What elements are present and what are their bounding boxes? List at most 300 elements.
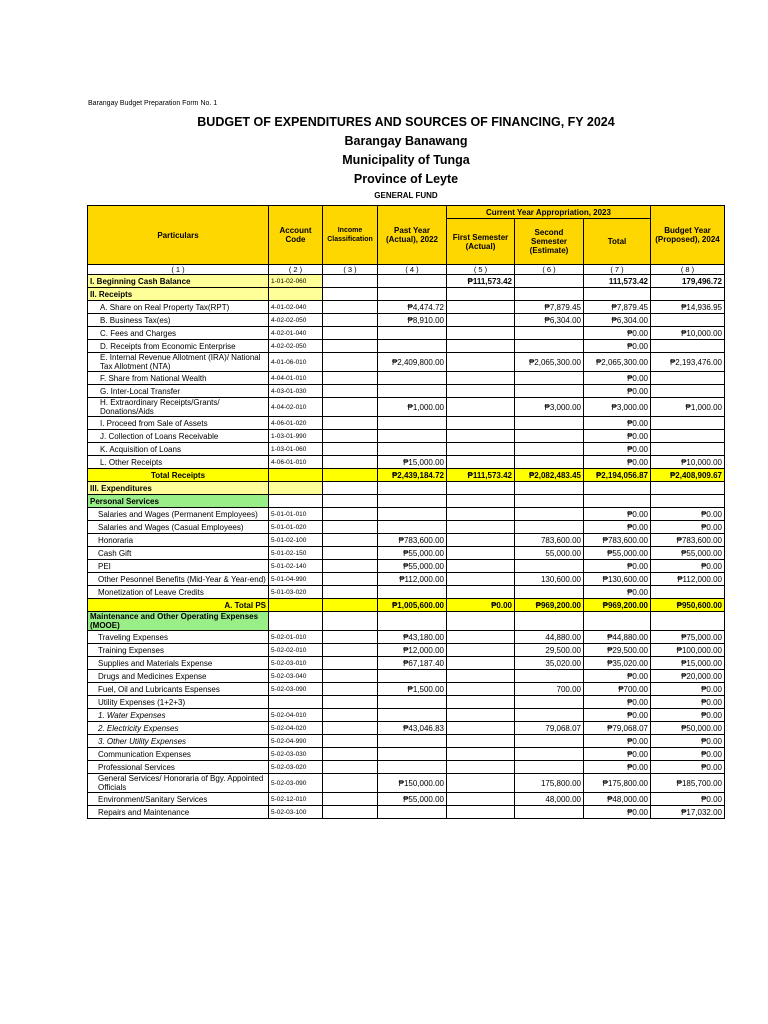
first-semester-cell	[447, 696, 515, 709]
income-class-cell	[323, 599, 378, 612]
total-cell: ₱0.00	[584, 327, 651, 340]
total-cell: ₱0.00	[584, 696, 651, 709]
first-semester-cell	[447, 657, 515, 670]
budget-year-cell: ₱2,408,909.67	[651, 469, 725, 482]
income-class-cell	[323, 748, 378, 761]
past-year-cell: ₱783,600.00	[378, 534, 447, 547]
income-class-cell	[323, 573, 378, 586]
total-cell: ₱0.00	[584, 670, 651, 683]
particulars-cell: Maintenance and Other Operating Expenses (MOOE)	[88, 612, 269, 631]
account-code-cell: 5-02-04-020	[269, 722, 323, 735]
table-row	[88, 586, 725, 599]
income-class-cell	[323, 547, 378, 560]
account-code-cell	[269, 495, 323, 508]
particulars-cell: Utility Expenses (1+2+3)	[88, 696, 269, 709]
total-cell: ₱44,880.00	[584, 631, 651, 644]
budget-year-cell	[651, 417, 725, 430]
total-cell: ₱0.00	[584, 417, 651, 430]
past-year-cell	[378, 327, 447, 340]
table-row	[88, 683, 725, 696]
second-semester-cell: 55,000.00	[515, 547, 584, 560]
first-semester-cell: ₱0.00	[447, 599, 515, 612]
table-row	[88, 482, 725, 495]
account-code-cell	[269, 696, 323, 709]
document-title: BUDGET OF EXPENDITURES AND SOURCES OF FINANCING, FY 2024	[197, 115, 615, 129]
total-cell: ₱0.00	[584, 340, 651, 353]
income-class-cell	[323, 417, 378, 430]
first-semester-cell	[447, 793, 515, 806]
table-row	[88, 372, 725, 385]
budget-year-cell: ₱17,032.00	[651, 806, 725, 819]
account-code-cell: 5-02-03-010	[269, 657, 323, 670]
total-cell: ₱6,304.00	[584, 314, 651, 327]
table-row	[88, 456, 725, 469]
table-row	[88, 495, 725, 508]
account-code-cell: 4-06-01-010	[269, 456, 323, 469]
particulars-cell: Supplies and Materials Expense	[88, 657, 269, 670]
past-year-cell	[378, 709, 447, 722]
table-row	[88, 469, 725, 482]
particulars-cell: Professional Services	[88, 761, 269, 774]
past-year-cell	[378, 521, 447, 534]
income-class-cell	[323, 735, 378, 748]
account-code-cell: 4-04-01-010	[269, 372, 323, 385]
particulars-cell: I. Proceed from Sale of Assets	[88, 417, 269, 430]
second-semester-cell	[515, 443, 584, 456]
first-semester-cell	[447, 774, 515, 793]
budget-year-cell: ₱0.00	[651, 709, 725, 722]
past-year-cell	[378, 696, 447, 709]
header-particulars: Particulars	[88, 206, 269, 265]
income-class-cell	[323, 612, 378, 631]
income-class-cell	[323, 443, 378, 456]
second-semester-cell	[515, 430, 584, 443]
particulars-cell: 2. Electricity Expenses	[88, 722, 269, 735]
second-semester-cell	[515, 521, 584, 534]
first-semester-cell	[447, 670, 515, 683]
income-class-cell	[323, 327, 378, 340]
particulars-cell: 1. Water Expenses	[88, 709, 269, 722]
particulars-cell: E. Internal Revenue Allotment (IRA)/ National Tax Allotment (NTA)	[88, 353, 269, 372]
past-year-cell	[378, 735, 447, 748]
account-code-cell: 5-02-03-100	[269, 806, 323, 819]
total-cell: ₱175,800.00	[584, 774, 651, 793]
budget-year-cell: ₱10,000.00	[651, 327, 725, 340]
first-semester-cell	[447, 748, 515, 761]
second-semester-cell: 44,880.00	[515, 631, 584, 644]
account-code-cell: 5-02-03-090	[269, 683, 323, 696]
particulars-cell: F. Share from National Wealth	[88, 372, 269, 385]
second-semester-cell: 79,068.07	[515, 722, 584, 735]
account-code-cell: 4-01-06-010	[269, 353, 323, 372]
table-row	[88, 275, 725, 288]
second-semester-cell	[515, 735, 584, 748]
first-semester-cell	[447, 709, 515, 722]
past-year-cell: ₱12,000.00	[378, 644, 447, 657]
past-year-cell: ₱112,000.00	[378, 573, 447, 586]
budget-year-cell: ₱185,700.00	[651, 774, 725, 793]
past-year-cell	[378, 612, 447, 631]
table-row	[88, 353, 725, 372]
first-semester-cell	[447, 385, 515, 398]
fund-label: GENERAL FUND	[374, 191, 438, 200]
particulars-cell: K. Acquisition of Loans	[88, 443, 269, 456]
particulars-cell: B. Business Tax(es)	[88, 314, 269, 327]
particulars-cell: H. Extraordinary Receipts/Grants/ Donations/Aids	[88, 398, 269, 417]
income-class-cell	[323, 696, 378, 709]
budget-year-cell: ₱0.00	[651, 761, 725, 774]
account-code-cell: 1-03-01-990	[269, 430, 323, 443]
column-number: ( 6 )	[515, 265, 584, 275]
past-year-cell	[378, 275, 447, 288]
first-semester-cell	[447, 456, 515, 469]
particulars-cell: G. Inter-Local Transfer	[88, 385, 269, 398]
particulars-cell: Personal Services	[88, 495, 269, 508]
account-code-cell: 4-02-02-050	[269, 340, 323, 353]
first-semester-cell	[447, 398, 515, 417]
account-code-cell: 5-01-01-010	[269, 508, 323, 521]
past-year-cell: ₱55,000.00	[378, 793, 447, 806]
income-class-cell	[323, 560, 378, 573]
account-code-cell: 5-02-04-990	[269, 735, 323, 748]
account-code-cell: 5-02-12-010	[269, 793, 323, 806]
income-class-cell	[323, 275, 378, 288]
first-semester-cell: ₱111,573.42	[447, 275, 515, 288]
budget-year-cell	[651, 482, 725, 495]
total-cell: ₱0.00	[584, 443, 651, 456]
account-code-cell: 5-01-04-990	[269, 573, 323, 586]
income-class-cell	[323, 288, 378, 301]
income-class-cell	[323, 469, 378, 482]
past-year-cell	[378, 670, 447, 683]
column-number: ( 7 )	[584, 265, 651, 275]
past-year-cell	[378, 761, 447, 774]
table-row	[88, 709, 725, 722]
total-cell: ₱130,600.00	[584, 573, 651, 586]
column-number: ( 4 )	[378, 265, 447, 275]
second-semester-cell: ₱2,065,300.00	[515, 353, 584, 372]
income-class-cell	[323, 670, 378, 683]
second-semester-cell	[515, 748, 584, 761]
table-row	[88, 696, 725, 709]
particulars-cell: Repairs and Maintenance	[88, 806, 269, 819]
second-semester-cell	[515, 612, 584, 631]
account-code-cell	[269, 288, 323, 301]
particulars-cell: Other Pesonnel Benefits (Mid-Year & Year-end)	[88, 573, 269, 586]
second-semester-cell	[515, 372, 584, 385]
budget-year-cell	[651, 314, 725, 327]
budget-year-cell: ₱75,000.00	[651, 631, 725, 644]
table-row	[88, 547, 725, 560]
header-first-semester: First Semester (Actual)	[447, 219, 515, 265]
account-code-cell: 4-02-01-040	[269, 327, 323, 340]
income-class-cell	[323, 340, 378, 353]
account-code-cell	[269, 612, 323, 631]
first-semester-cell	[447, 586, 515, 599]
total-cell: ₱2,194,056.87	[584, 469, 651, 482]
income-class-cell	[323, 385, 378, 398]
budget-year-cell: ₱0.00	[651, 696, 725, 709]
total-cell: ₱0.00	[584, 456, 651, 469]
past-year-cell: ₱2,439,184.72	[378, 469, 447, 482]
income-class-cell	[323, 456, 378, 469]
second-semester-cell: 35,020.00	[515, 657, 584, 670]
account-code-cell: 4-01-02-040	[269, 301, 323, 314]
past-year-cell: ₱1,000.00	[378, 398, 447, 417]
income-class-cell	[323, 508, 378, 521]
budget-year-cell	[651, 612, 725, 631]
budget-year-cell: ₱100,000.00	[651, 644, 725, 657]
table-row	[88, 314, 725, 327]
budget-year-cell: ₱10,000.00	[651, 456, 725, 469]
table-row	[88, 722, 725, 735]
past-year-cell	[378, 806, 447, 819]
income-class-cell	[323, 314, 378, 327]
particulars-cell: II. Receipts	[88, 288, 269, 301]
budget-year-cell: ₱20,000.00	[651, 670, 725, 683]
past-year-cell: ₱2,409,800.00	[378, 353, 447, 372]
table-row	[88, 398, 725, 417]
table-row	[88, 560, 725, 573]
past-year-cell	[378, 340, 447, 353]
income-class-cell	[323, 430, 378, 443]
second-semester-cell	[515, 806, 584, 819]
total-cell: ₱29,500.00	[584, 644, 651, 657]
province-name: Province of Leyte	[353, 172, 459, 186]
table-row	[88, 443, 725, 456]
past-year-cell	[378, 586, 447, 599]
particulars-cell: Salaries and Wages (Casual Employees)	[88, 521, 269, 534]
account-code-cell: 4-02-02-050	[269, 314, 323, 327]
first-semester-cell	[447, 301, 515, 314]
account-code-cell: 5-02-03-040	[269, 670, 323, 683]
account-code-cell: 5-02-02-010	[269, 644, 323, 657]
income-class-cell	[323, 586, 378, 599]
particulars-cell: C. Fees and Charges	[88, 327, 269, 340]
account-code-cell: 5-02-03-020	[269, 761, 323, 774]
barangay-name: Barangay Banawang	[344, 134, 468, 148]
past-year-cell	[378, 288, 447, 301]
past-year-cell: ₱55,000.00	[378, 547, 447, 560]
past-year-cell	[378, 508, 447, 521]
second-semester-cell	[515, 761, 584, 774]
particulars-cell: Drugs and Medicines Expense	[88, 670, 269, 683]
budget-year-cell	[651, 340, 725, 353]
total-cell: ₱969,200.00	[584, 599, 651, 612]
particulars-cell: Fuel, Oil and Lubricants Espenses	[88, 683, 269, 696]
particulars-cell: Cash Gift	[88, 547, 269, 560]
past-year-cell	[378, 495, 447, 508]
second-semester-cell: ₱2,082,483.45	[515, 469, 584, 482]
income-class-cell	[323, 534, 378, 547]
first-semester-cell	[447, 430, 515, 443]
account-code-cell: 5-02-04-010	[269, 709, 323, 722]
header-account-code: Account Code	[269, 206, 323, 265]
income-class-cell	[323, 372, 378, 385]
total-cell	[584, 288, 651, 301]
total-cell: ₱35,020.00	[584, 657, 651, 670]
particulars-cell: L. Other Receipts	[88, 456, 269, 469]
budget-year-cell: ₱0.00	[651, 560, 725, 573]
budget-year-cell: ₱55,000.00	[651, 547, 725, 560]
account-code-cell	[269, 599, 323, 612]
total-cell: ₱0.00	[584, 806, 651, 819]
table-row	[88, 748, 725, 761]
account-code-cell: 4-04-02-010	[269, 398, 323, 417]
second-semester-cell	[515, 560, 584, 573]
total-cell: ₱0.00	[584, 586, 651, 599]
total-cell	[584, 495, 651, 508]
second-semester-cell	[515, 696, 584, 709]
account-code-cell: 1-01-02-060	[269, 275, 323, 288]
form-number: Barangay Budget Preparation Form No. 1	[88, 100, 218, 107]
header-total: Total	[584, 219, 651, 265]
first-semester-cell	[447, 314, 515, 327]
income-class-cell	[323, 722, 378, 735]
income-class-cell	[323, 657, 378, 670]
account-code-cell: 4-06-01-020	[269, 417, 323, 430]
second-semester-cell	[515, 340, 584, 353]
column-number: ( 1 )	[88, 265, 269, 275]
table-row	[88, 534, 725, 547]
first-semester-cell	[447, 372, 515, 385]
total-cell	[584, 612, 651, 631]
second-semester-cell	[515, 670, 584, 683]
column-number: ( 3 )	[323, 265, 378, 275]
particulars-cell: I. Beginning Cash Balance	[88, 275, 269, 288]
budget-year-cell: ₱0.00	[651, 521, 725, 534]
past-year-cell	[378, 430, 447, 443]
first-semester-cell	[447, 806, 515, 819]
total-cell: ₱0.00	[584, 709, 651, 722]
table-row	[88, 631, 725, 644]
budget-year-cell: ₱112,000.00	[651, 573, 725, 586]
particulars-cell: A. Share on Real Property Tax(RPT)	[88, 301, 269, 314]
income-class-cell	[323, 774, 378, 793]
first-semester-cell	[447, 508, 515, 521]
budget-year-cell: ₱2,193,476.00	[651, 353, 725, 372]
total-cell: ₱55,000.00	[584, 547, 651, 560]
total-cell: ₱783,600.00	[584, 534, 651, 547]
document-header	[88, 113, 724, 202]
first-semester-cell	[447, 631, 515, 644]
particulars-cell: Salaries and Wages (Permanent Employees)	[88, 508, 269, 521]
first-semester-cell	[447, 495, 515, 508]
particulars-cell: Total Receipts	[88, 469, 269, 482]
second-semester-cell: ₱7,879.45	[515, 301, 584, 314]
second-semester-cell	[515, 288, 584, 301]
first-semester-cell	[447, 443, 515, 456]
header-budget-year: Budget Year (Proposed), 2024	[651, 206, 725, 265]
table-row	[88, 430, 725, 443]
second-semester-cell	[515, 456, 584, 469]
total-cell: ₱0.00	[584, 372, 651, 385]
second-semester-cell: 130,600.00	[515, 573, 584, 586]
income-class-cell	[323, 521, 378, 534]
past-year-cell: ₱8,910.00	[378, 314, 447, 327]
account-code-cell: 5-02-03-090	[269, 774, 323, 793]
total-cell: ₱79,068.07	[584, 722, 651, 735]
past-year-cell	[378, 385, 447, 398]
particulars-cell: A. Total PS	[88, 599, 269, 612]
total-cell: ₱0.00	[584, 508, 651, 521]
past-year-cell: ₱150,000.00	[378, 774, 447, 793]
budget-year-cell: 179,496.72	[651, 275, 725, 288]
municipality-name: Municipality of Tunga	[342, 153, 470, 167]
second-semester-cell	[515, 275, 584, 288]
second-semester-cell	[515, 508, 584, 521]
budget-year-cell: ₱950,600.00	[651, 599, 725, 612]
budget-year-cell: ₱0.00	[651, 683, 725, 696]
income-class-cell	[323, 806, 378, 819]
second-semester-cell	[515, 482, 584, 495]
table-row	[88, 612, 725, 631]
income-class-cell	[323, 644, 378, 657]
table-row	[88, 793, 725, 806]
budget-year-cell: ₱0.00	[651, 735, 725, 748]
account-code-cell	[269, 482, 323, 495]
table-row	[88, 806, 725, 819]
account-code-cell: 5-01-02-140	[269, 560, 323, 573]
income-class-cell	[323, 761, 378, 774]
budget-year-cell	[651, 288, 725, 301]
second-semester-cell: 700.00	[515, 683, 584, 696]
first-semester-cell	[447, 612, 515, 631]
budget-year-cell	[651, 385, 725, 398]
header-current-year: Current Year Appropriation, 2023	[447, 206, 651, 219]
table-row	[88, 385, 725, 398]
header-past-year: Past Year (Actual), 2022	[378, 206, 447, 265]
first-semester-cell	[447, 547, 515, 560]
budget-year-cell	[651, 372, 725, 385]
particulars-cell: J. Collection of Loans Receivable	[88, 430, 269, 443]
past-year-cell	[378, 443, 447, 456]
table-row	[88, 417, 725, 430]
budget-year-cell	[651, 586, 725, 599]
second-semester-cell	[515, 586, 584, 599]
past-year-cell: ₱43,046.83	[378, 722, 447, 735]
budget-table	[87, 205, 725, 819]
total-cell: ₱3,000.00	[584, 398, 651, 417]
table-row	[88, 288, 725, 301]
account-code-cell: 5-01-01-020	[269, 521, 323, 534]
budget-year-cell: ₱50,000.00	[651, 722, 725, 735]
past-year-cell: ₱4,474.72	[378, 301, 447, 314]
second-semester-cell: ₱969,200.00	[515, 599, 584, 612]
table-row	[88, 340, 725, 353]
table-row	[88, 735, 725, 748]
particulars-cell: Honoraria	[88, 534, 269, 547]
first-semester-cell	[447, 327, 515, 340]
account-code-cell: 5-01-02-150	[269, 547, 323, 560]
table-row	[88, 573, 725, 586]
particulars-cell: III. Expenditures	[88, 482, 269, 495]
total-cell: ₱0.00	[584, 761, 651, 774]
income-class-cell	[323, 353, 378, 372]
first-semester-cell	[447, 353, 515, 372]
account-code-cell: 4-03-01-030	[269, 385, 323, 398]
total-cell: ₱7,879.45	[584, 301, 651, 314]
first-semester-cell	[447, 573, 515, 586]
past-year-cell: ₱1,500.00	[378, 683, 447, 696]
total-cell: ₱48,000.00	[584, 793, 651, 806]
column-number: ( 2 )	[269, 265, 323, 275]
budget-year-cell	[651, 495, 725, 508]
first-semester-cell	[447, 288, 515, 301]
account-code-cell: 5-02-01-010	[269, 631, 323, 644]
table-row	[88, 657, 725, 670]
budget-year-cell: ₱0.00	[651, 508, 725, 521]
